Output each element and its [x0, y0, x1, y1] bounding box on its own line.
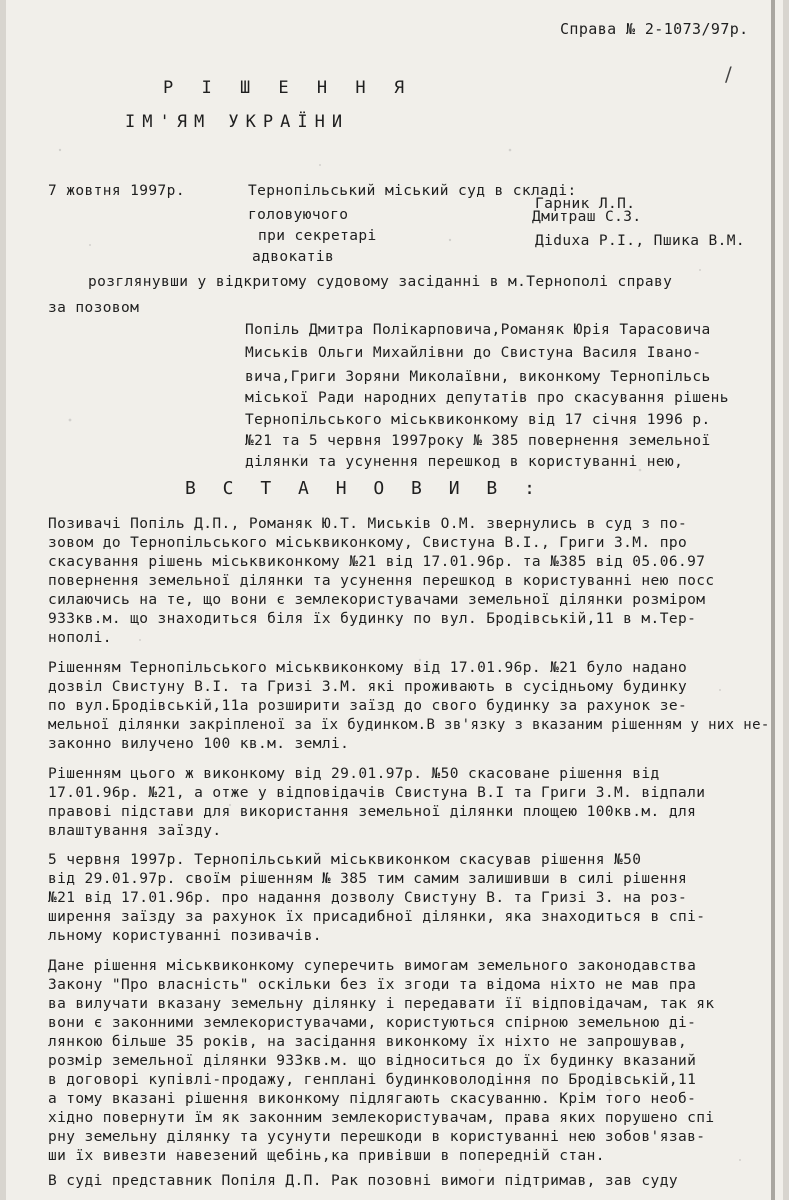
- decision-date: 7 жовтня 1997р.: [48, 183, 185, 199]
- body-line: рну земельну ділянку та усунути перешкоди в користуванні нею зобов'язав-: [48, 1129, 706, 1145]
- body-line: повернення земельної ділянки та усунення перешкод в користуванні нею посс: [48, 573, 715, 589]
- body-line: хідно повернути їм як законним землекористувачам, права яких порушено спі: [48, 1110, 715, 1126]
- body-line: 933кв.м. що знаходиться біля їх будинку по вул. Бродівській,11 в м.Тер-: [48, 611, 697, 627]
- section-heading: В С Т А Н О В И В :: [185, 478, 543, 499]
- claim-line: Тернопільського міськвиконкому від 17 січня 1996 р.: [245, 412, 711, 428]
- body-line: дозвіл Свистуну В.І. та Гризі З.М. які проживають в сусідньому будинку: [48, 679, 688, 695]
- claim-label: за позовом: [48, 300, 140, 316]
- presiding-name: Гарник Л.П.: [535, 196, 636, 212]
- body-line: скасування рішень міськвиконкому №21 від 17.01.96р. та №385 від 05.06.97: [48, 554, 706, 570]
- claim-line: Попіль Дмитра Полікарповича,Романяк Юрія Тарасовича: [245, 322, 711, 338]
- body-line: нополі.: [48, 630, 112, 646]
- body-line: силаючись на те, що вони є землекористувачами земельної ділянки розміром: [48, 592, 706, 608]
- body-line: мельної ділянки закріпленої за їх будинком.В зв'язку з вказаним рішенням у них не-: [48, 717, 770, 733]
- body-line: Рішенням Тернопільського міськвиконкому від 17.01.96р. №21 було надано: [48, 660, 688, 676]
- secretary-name: Дмитраш С.З.: [532, 209, 642, 225]
- claim-line: ділянки та усунення перешкод в користуванні нею,: [245, 454, 684, 470]
- body-line: зовом до Тернопільського міськвиконкому, Свистуна В.І., Григи З.М. про: [48, 535, 688, 551]
- document-subtitle: ІМ'ЯМ УКРАЇНИ: [125, 112, 350, 132]
- body-line: вони є законними землекористувачами, користуються спірною земельною ді-: [48, 1015, 697, 1031]
- body-line: ши їх вивезти навезений щебінь,ка привівши в попередній стан.: [48, 1148, 605, 1164]
- secretary-label: при секретарі: [258, 228, 377, 244]
- body-line: в договорі купівлі-продажу, генплані будинковолодіння по Бродівській,11: [48, 1072, 697, 1088]
- body-line: Позивачі Попіль Д.П., Романяк Ю.Т. Миськів О.М. звернулись в суд з по-: [48, 516, 688, 532]
- claim-line: Миськів Ольги Михайлівни до Свистуна Василя Івано-: [245, 345, 702, 361]
- body-line: Рішенням цього ж виконкому від 29.01.97р. №50 скасоване рішення від: [48, 766, 660, 782]
- intro-line: розглянувши у відкритому судовому засіданні в м.Тернополі справу: [88, 274, 673, 290]
- court-name: Тернопільський міський суд в складі:: [248, 183, 577, 199]
- document-title: Р І Ш Е Н Н Я: [163, 78, 414, 98]
- body-line: ва вилучати вказану земельну ділянку і передавати її відповідачам, так як: [48, 996, 715, 1012]
- presiding-label: головуючого: [248, 207, 349, 223]
- body-line: законно вилучено 100 кв.м. землі.: [48, 736, 350, 752]
- body-line: влаштування заїзду.: [48, 823, 222, 839]
- claim-line: вича,Григи Зоряни Миколаївни, виконкому Тернопільсь: [245, 369, 711, 385]
- body-line: льному користуванні позивачів.: [48, 928, 322, 944]
- body-line: Дане рішення міськвиконкому суперечить вимогам земельного законодавства: [48, 958, 697, 974]
- margin-mark: /: [725, 62, 733, 86]
- claim-line: міської Ради народних депутатів про скасування рішень: [245, 390, 729, 406]
- body-line: В суді представник Попіля Д.П. Рак позовні вимоги підтримав, зав суду: [48, 1173, 678, 1189]
- body-line: а тому вказані рішення виконкому підлягають скасуванню. Крім того необ-: [48, 1091, 697, 1107]
- claim-line: №21 та 5 червня 1997року № 385 повернення земельної: [245, 433, 711, 449]
- advocates-label: адвокатів: [252, 249, 335, 265]
- body-line: розмір земельної ділянки 933кв.м. що відноситься до їх будинку вказаний: [48, 1053, 697, 1069]
- body-line: 5 червня 1997р. Тернопільський міськвиконком скасував рішення №50: [48, 852, 642, 868]
- body-line: по вул.Бродівській,11а розширити заїзд до свого будинку за рахунок зе-: [48, 698, 688, 714]
- body-line: від 29.01.97р. своїм рішенням № 385 тим самим залишивши в силі рішення: [48, 871, 688, 887]
- body-line: 17.01.96р. №21, а отже у відповідачів Свистуна В.І та Григи З.М. відпали: [48, 785, 706, 801]
- body-line: Закону "Про власність" оскільки без їх згоди та відома ніхто не мав пра: [48, 977, 697, 993]
- body-line: ширення заїзду за рахунок їх присадибної ділянки, яка знаходиться в спі-: [48, 909, 706, 925]
- case-number: Справа № 2-1073/97р.: [560, 20, 749, 38]
- advocates-names: Діduха Р.І., Пшика В.М.: [535, 233, 745, 249]
- body-line: №21 від 17.01.96р. про надання дозволу Свистуну В. та Гризі З. на роз-: [48, 890, 688, 906]
- body-line: правові підстави для використання земельної ділянки площею 100кв.м. для: [48, 804, 697, 820]
- body-line: лянкою більше 35 років, на засідання виконкому їх ніхто не запрошував,: [48, 1034, 688, 1050]
